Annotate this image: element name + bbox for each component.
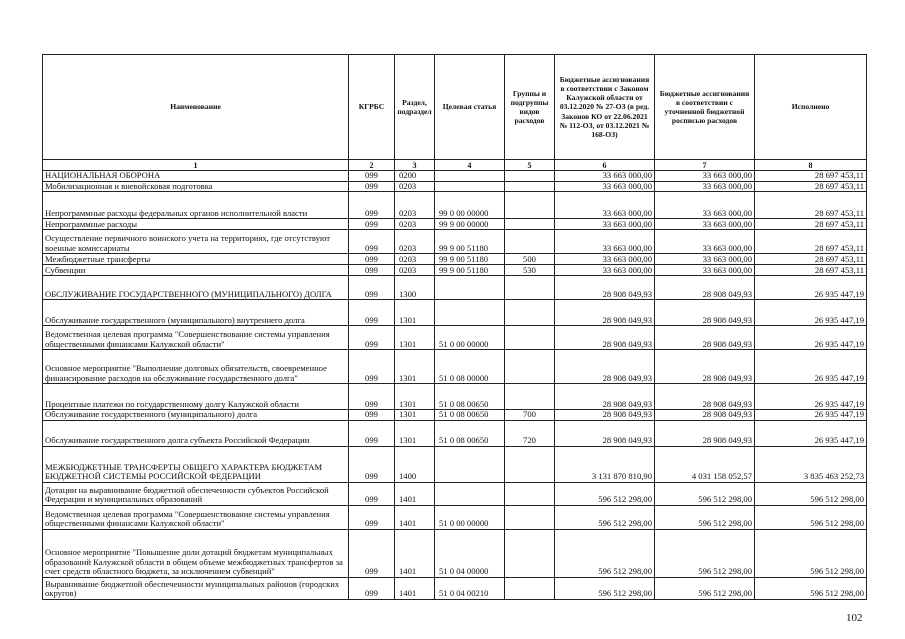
- row-kgrbs: 099: [349, 300, 395, 326]
- row-target-article: [435, 276, 505, 300]
- row-law-amount: 33 663 000,00: [555, 171, 655, 182]
- table-row: [43, 230, 867, 254]
- row-law-amount: 28 908 049,93: [555, 410, 655, 421]
- row-kgrbs: 099: [349, 446, 395, 482]
- row-refined-amount: 33 663 000,00: [655, 192, 755, 219]
- row-law-amount: 33 663 000,00: [555, 265, 655, 276]
- row-target-article: [435, 171, 505, 182]
- row-executed-amount: 28 697 453,11: [755, 171, 867, 182]
- row-refined-amount: 33 663 000,00: [655, 219, 755, 230]
- row-law-amount: 596 512 298,00: [555, 482, 655, 505]
- row-law-amount: 28 908 049,93: [555, 420, 655, 446]
- row-target-article: 51 0 08 00000: [435, 350, 505, 384]
- row-razdel: 1401: [395, 505, 435, 529]
- table-row: [43, 254, 867, 265]
- row-name: МЕЖБЮДЖЕТНЫЕ ТРАНСФЕРТЫ ОБЩЕГО ХАРАКТЕРА БЮДЖЕТАМ БЮДЖЕТНОЙ СИСТЕМЫ РОССИЙСКОЙ ФЕДЕРАЦИИ: [43, 446, 349, 482]
- row-executed-amount: 26 935 447,19: [755, 276, 867, 300]
- row-executed-amount: 3 835 463 252,73: [755, 446, 867, 482]
- row-executed-amount: 26 935 447,19: [755, 350, 867, 384]
- row-name: Мобилизационная и вневойсковая подготовка: [43, 181, 349, 192]
- table-body: [43, 171, 867, 600]
- row-executed-amount: 28 697 453,11: [755, 181, 867, 192]
- row-name: Дотации на выравнивание бюджетной обеспеченности субъектов Российской Федерации и муниципальных образований: [43, 482, 349, 505]
- column-number: 2: [349, 160, 395, 171]
- header-expense-groups: Группы и подгруппы видов расходов: [505, 55, 555, 160]
- row-kgrbs: 099: [349, 230, 395, 254]
- row-kgrbs: 099: [349, 420, 395, 446]
- row-executed-amount: 26 935 447,19: [755, 300, 867, 326]
- page-number: 102: [846, 612, 863, 624]
- row-name: Ведомственная целевая программа "Совершенствование системы управления общественными финансами Калужской области": [43, 326, 349, 350]
- table-row: [43, 192, 867, 219]
- row-refined-amount: 33 663 000,00: [655, 265, 755, 276]
- header-law-allocations: Бюджетные ассигнования в соответствии с Законом Калужской области от 03.12.2020 № 27-ОЗ (в ред. Законов КО от 22.06.2021 № 112-ОЗ, от 03.12.2021 № 168-ОЗ): [555, 55, 655, 160]
- row-kgrbs: 099: [349, 529, 395, 577]
- row-expense-group: 530: [505, 265, 555, 276]
- row-expense-group: [505, 192, 555, 219]
- row-razdel: 1400: [395, 446, 435, 482]
- row-kgrbs: 099: [349, 265, 395, 276]
- row-name: НАЦИОНАЛЬНАЯ ОБОРОНА: [43, 171, 349, 182]
- row-refined-amount: 28 908 049,93: [655, 326, 755, 350]
- row-expense-group: [505, 276, 555, 300]
- row-executed-amount: 596 512 298,00: [755, 529, 867, 577]
- row-expense-group: 500: [505, 254, 555, 265]
- row-target-article: [435, 482, 505, 505]
- row-refined-amount: 596 512 298,00: [655, 529, 755, 577]
- budget-table: [42, 54, 867, 600]
- row-law-amount: 28 908 049,93: [555, 384, 655, 410]
- header-name: Наименование: [43, 55, 349, 160]
- row-kgrbs: 099: [349, 276, 395, 300]
- table-row: [43, 276, 867, 300]
- row-razdel: 0203: [395, 192, 435, 219]
- row-expense-group: [505, 326, 555, 350]
- row-razdel: 1401: [395, 482, 435, 505]
- row-refined-amount: 28 908 049,93: [655, 300, 755, 326]
- row-expense-group: [505, 482, 555, 505]
- row-expense-group: [505, 529, 555, 577]
- row-refined-amount: 33 663 000,00: [655, 230, 755, 254]
- row-name: Обслуживание государственного долга субъекта Российской Федерации: [43, 420, 349, 446]
- header-target-article: Целевая статья: [435, 55, 505, 160]
- row-expense-group: 700: [505, 410, 555, 421]
- row-law-amount: 33 663 000,00: [555, 181, 655, 192]
- row-kgrbs: 099: [349, 482, 395, 505]
- table-row: [43, 577, 867, 599]
- row-law-amount: 33 663 000,00: [555, 230, 655, 254]
- row-kgrbs: 099: [349, 410, 395, 421]
- row-refined-amount: 596 512 298,00: [655, 482, 755, 505]
- row-law-amount: 596 512 298,00: [555, 577, 655, 599]
- column-number: 8: [755, 160, 867, 171]
- table-row: [43, 350, 867, 384]
- row-razdel: 0203: [395, 254, 435, 265]
- row-refined-amount: 28 908 049,93: [655, 384, 755, 410]
- row-name: Выравнивание бюджетной обеспеченности муниципальных районов (городских округов): [43, 577, 349, 599]
- table-row: [43, 446, 867, 482]
- row-law-amount: 33 663 000,00: [555, 192, 655, 219]
- row-kgrbs: 099: [349, 219, 395, 230]
- row-law-amount: 28 908 049,93: [555, 300, 655, 326]
- row-name: Основное мероприятие "Выполнение долговых обязательств, своевременное финансирование расходов на обслуживание государственного долга": [43, 350, 349, 384]
- row-law-amount: 3 131 870 810,90: [555, 446, 655, 482]
- row-razdel: 1301: [395, 410, 435, 421]
- row-executed-amount: 28 697 453,11: [755, 265, 867, 276]
- row-kgrbs: 099: [349, 171, 395, 182]
- row-name: ОБСЛУЖИВАНИЕ ГОСУДАРСТВЕННОГО (МУНИЦИПАЛЬНОГО) ДОЛГА: [43, 276, 349, 300]
- header-executed: Исполнено: [755, 55, 867, 160]
- row-target-article: 99 9 00 51180: [435, 230, 505, 254]
- row-kgrbs: 099: [349, 254, 395, 265]
- header-refined-allocations: Бюджетные ассигнования в соответствии с уточненной бюджетной росписью расходов: [655, 55, 755, 160]
- row-target-article: [435, 446, 505, 482]
- row-kgrbs: 099: [349, 192, 395, 219]
- row-kgrbs: 099: [349, 350, 395, 384]
- row-target-article: 51 0 04 00210: [435, 577, 505, 599]
- row-executed-amount: 596 512 298,00: [755, 505, 867, 529]
- row-executed-amount: 28 697 453,11: [755, 230, 867, 254]
- column-number: 1: [43, 160, 349, 171]
- row-refined-amount: 28 908 049,93: [655, 350, 755, 384]
- column-number-row: [43, 160, 867, 171]
- row-razdel: 1301: [395, 420, 435, 446]
- row-target-article: 51 0 08 00650: [435, 420, 505, 446]
- row-expense-group: [505, 181, 555, 192]
- row-razdel: 1301: [395, 384, 435, 410]
- header-razdel: Раздел, подраздел: [395, 55, 435, 160]
- row-refined-amount: 28 908 049,93: [655, 410, 755, 421]
- row-executed-amount: 28 697 453,11: [755, 219, 867, 230]
- row-expense-group: [505, 219, 555, 230]
- row-name: Субвенции: [43, 265, 349, 276]
- row-name: Непрограммные расходы федеральных органов исполнительной власти: [43, 192, 349, 219]
- row-target-article: 51 0 00 00000: [435, 505, 505, 529]
- column-number: 4: [435, 160, 505, 171]
- row-razdel: 1300: [395, 276, 435, 300]
- row-law-amount: 596 512 298,00: [555, 505, 655, 529]
- column-number: 7: [655, 160, 755, 171]
- table-row: [43, 529, 867, 577]
- row-refined-amount: 596 512 298,00: [655, 577, 755, 599]
- row-kgrbs: 099: [349, 181, 395, 192]
- row-razdel: 0203: [395, 230, 435, 254]
- row-law-amount: 33 663 000,00: [555, 219, 655, 230]
- row-executed-amount: 28 697 453,11: [755, 192, 867, 219]
- row-razdel: 0203: [395, 181, 435, 192]
- row-target-article: 51 0 08 00650: [435, 384, 505, 410]
- table-row: [43, 219, 867, 230]
- row-target-article: 51 0 08 00650: [435, 410, 505, 421]
- row-razdel: 1401: [395, 529, 435, 577]
- row-refined-amount: 28 908 049,93: [655, 420, 755, 446]
- row-name: Основное мероприятие "Повышение доли дотаций бюджетам муниципальных образований Калужской области в общем объеме межбюджетных трансфертов за счет средств областного бюджета, за исключением субвенций": [43, 529, 349, 577]
- column-number: 3: [395, 160, 435, 171]
- row-kgrbs: 099: [349, 326, 395, 350]
- row-law-amount: 28 908 049,93: [555, 350, 655, 384]
- row-expense-group: [505, 577, 555, 599]
- row-law-amount: 596 512 298,00: [555, 529, 655, 577]
- table-header-row: [43, 55, 867, 160]
- table-row: [43, 181, 867, 192]
- row-expense-group: [505, 505, 555, 529]
- row-expense-group: [505, 446, 555, 482]
- row-executed-amount: 28 697 453,11: [755, 254, 867, 265]
- table-row: [43, 420, 867, 446]
- table-row: [43, 410, 867, 421]
- row-executed-amount: 596 512 298,00: [755, 482, 867, 505]
- row-law-amount: 28 908 049,93: [555, 276, 655, 300]
- row-expense-group: 720: [505, 420, 555, 446]
- row-expense-group: [505, 171, 555, 182]
- row-expense-group: [505, 350, 555, 384]
- row-refined-amount: 596 512 298,00: [655, 505, 755, 529]
- row-kgrbs: 099: [349, 384, 395, 410]
- row-refined-amount: 33 663 000,00: [655, 171, 755, 182]
- table-row: [43, 505, 867, 529]
- row-executed-amount: 596 512 298,00: [755, 577, 867, 599]
- row-name: Ведомственная целевая программа "Совершенствование системы управления общественными финансами Калужской области": [43, 505, 349, 529]
- row-kgrbs: 099: [349, 505, 395, 529]
- row-target-article: 99 9 00 00000: [435, 219, 505, 230]
- table-row: [43, 265, 867, 276]
- row-razdel: 1301: [395, 326, 435, 350]
- row-expense-group: [505, 230, 555, 254]
- row-name: Осуществление первичного воинского учета на территориях, где отсутствуют военные комиссариаты: [43, 230, 349, 254]
- row-razdel: 1301: [395, 300, 435, 326]
- table-row: [43, 482, 867, 505]
- row-razdel: 0203: [395, 219, 435, 230]
- row-target-article: [435, 181, 505, 192]
- row-refined-amount: 28 908 049,93: [655, 276, 755, 300]
- table-row: [43, 300, 867, 326]
- row-name: Процентные платежи по государственному долгу Калужской области: [43, 384, 349, 410]
- row-name: Межбюджетные трансферты: [43, 254, 349, 265]
- column-number: 6: [555, 160, 655, 171]
- header-kgrbs: КГРБС: [349, 55, 395, 160]
- row-refined-amount: 33 663 000,00: [655, 181, 755, 192]
- row-executed-amount: 26 935 447,19: [755, 420, 867, 446]
- table-row: [43, 326, 867, 350]
- budget-report-sheet: [42, 54, 866, 600]
- row-target-article: 51 0 04 00000: [435, 529, 505, 577]
- table-row: [43, 384, 867, 410]
- row-refined-amount: 4 031 158 052,57: [655, 446, 755, 482]
- row-expense-group: [505, 300, 555, 326]
- row-target-article: 99 9 00 51180: [435, 265, 505, 276]
- row-refined-amount: 33 663 000,00: [655, 254, 755, 265]
- row-target-article: 51 0 00 00000: [435, 326, 505, 350]
- row-razdel: 1301: [395, 350, 435, 384]
- row-name: Обслуживание государственного (муниципального) долга: [43, 410, 349, 421]
- row-executed-amount: 26 935 447,19: [755, 384, 867, 410]
- row-executed-amount: 26 935 447,19: [755, 326, 867, 350]
- row-target-article: 99 0 00 00000: [435, 192, 505, 219]
- row-name: Обслуживание государственного (муниципального) внутреннего долга: [43, 300, 349, 326]
- row-law-amount: 28 908 049,93: [555, 326, 655, 350]
- row-law-amount: 33 663 000,00: [555, 254, 655, 265]
- row-executed-amount: 26 935 447,19: [755, 410, 867, 421]
- column-number: 5: [505, 160, 555, 171]
- row-target-article: [435, 300, 505, 326]
- table-row: [43, 171, 867, 182]
- row-razdel: 0203: [395, 265, 435, 276]
- row-name: Непрограммные расходы: [43, 219, 349, 230]
- row-kgrbs: 099: [349, 577, 395, 599]
- row-razdel: 0200: [395, 171, 435, 182]
- row-target-article: 99 9 00 51180: [435, 254, 505, 265]
- row-expense-group: [505, 384, 555, 410]
- row-razdel: 1401: [395, 577, 435, 599]
